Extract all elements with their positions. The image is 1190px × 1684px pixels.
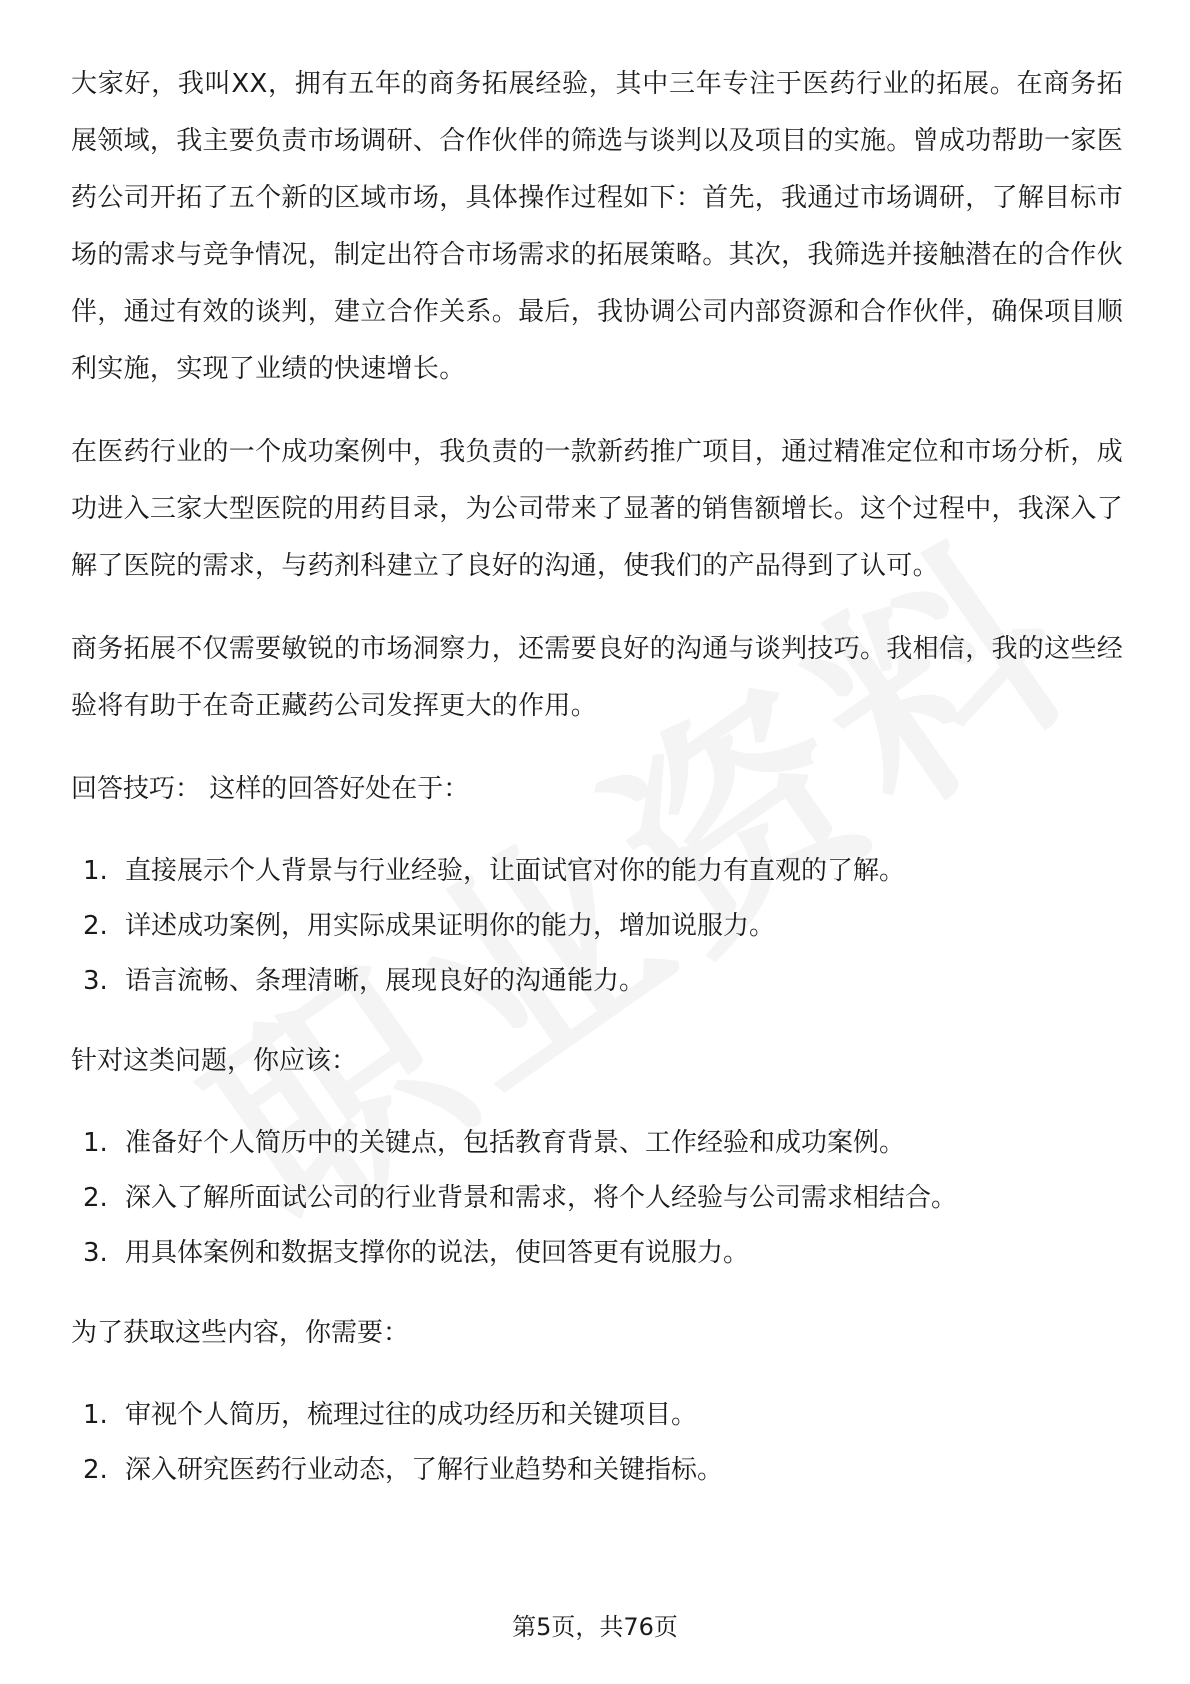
list-number: 1. xyxy=(83,856,108,886)
list-number: 3. xyxy=(83,966,108,996)
should-list xyxy=(71,1116,1123,1281)
page-number-footer: 第5页，共76页 xyxy=(512,1613,678,1641)
list-item xyxy=(71,1116,1123,1171)
list-number: 2. xyxy=(83,911,108,941)
tips-label: 回答技巧： 这样的回答好处在于： xyxy=(71,774,470,804)
list-number: 1. xyxy=(83,1128,108,1158)
list-item xyxy=(71,899,1123,954)
tips-list xyxy=(71,844,1123,1009)
document-body xyxy=(71,56,1123,1522)
list-item xyxy=(71,1171,1123,1226)
list-item xyxy=(71,844,1123,899)
should-label: 针对这类问题，你应该： xyxy=(71,1046,358,1076)
list-item xyxy=(71,1388,1123,1443)
list-text: 准备好个人简历中的关键点，包括教育背景、工作经验和成功案例。 xyxy=(125,1128,906,1158)
list-text: 详述成功案例，用实际成果证明你的能力，增加说服力。 xyxy=(125,911,776,941)
list-text: 语言流畅、条理清晰，展现良好的沟通能力。 xyxy=(125,966,646,996)
list-item xyxy=(71,1443,1123,1498)
list-item xyxy=(71,954,1123,1009)
list-text: 审视个人简历，梳理过往的成功经历和关键项目。 xyxy=(125,1400,698,1430)
list-text: 直接展示个人背景与行业经验，让面试官对你的能力有直观的了解。 xyxy=(125,856,906,886)
list-item xyxy=(71,1226,1123,1281)
list-number: 2. xyxy=(83,1183,108,1213)
list-text: 用具体案例和数据支撑你的说法，使回答更有说服力。 xyxy=(125,1238,750,1268)
need-list xyxy=(71,1388,1123,1498)
paragraph-intro: 大家好，我叫XX，拥有五年的商务拓展经验，其中三年专注于医药行业的拓展。在商务拓展领域，我主要负责市场调研、合作伙伴的筛选与谈判以及项目的实施。曾成功帮助一家医药公司开拓了五个新的区域市场，具体操作过程如下：首先，我通过市场调研，了解目标市场的需求与竞争情况，制定出符合市场需求的拓展策略。其次，我筛选并接触潜在的合作伙伴，通过有效的谈判，建立合作关系。最后，我协调公司内部资源和合作伙伴，确保项目顺利实施，实现了业绩的快速增长。 xyxy=(71,69,1124,384)
need-label: 为了获取这些内容，你需要： xyxy=(71,1318,410,1348)
list-number: 1. xyxy=(83,1400,108,1430)
paragraph-conclusion: 商务拓展不仅需要敏锐的市场洞察力，还需要良好的沟通与谈判技巧。我相信，我的这些经验将有助于在奇正藏药公司发挥更大的作用。 xyxy=(71,634,1124,721)
list-text: 深入了解所面试公司的行业背景和需求，将个人经验与公司需求相结合。 xyxy=(125,1183,958,1213)
list-number: 3. xyxy=(83,1238,108,1268)
list-text: 深入研究医药行业动态，了解行业趋势和关键指标。 xyxy=(125,1455,724,1485)
list-number: 2. xyxy=(83,1455,108,1485)
paragraph-case: 在医药行业的一个成功案例中，我负责的一款新药推广项目，通过精准定位和市场分析，成功进入三家大型医院的用药目录，为公司带来了显著的销售额增长。这个过程中，我深入了解了医院的需求，与药剂科建立了良好的沟通，使我们的产品得到了认可。 xyxy=(71,437,1124,581)
